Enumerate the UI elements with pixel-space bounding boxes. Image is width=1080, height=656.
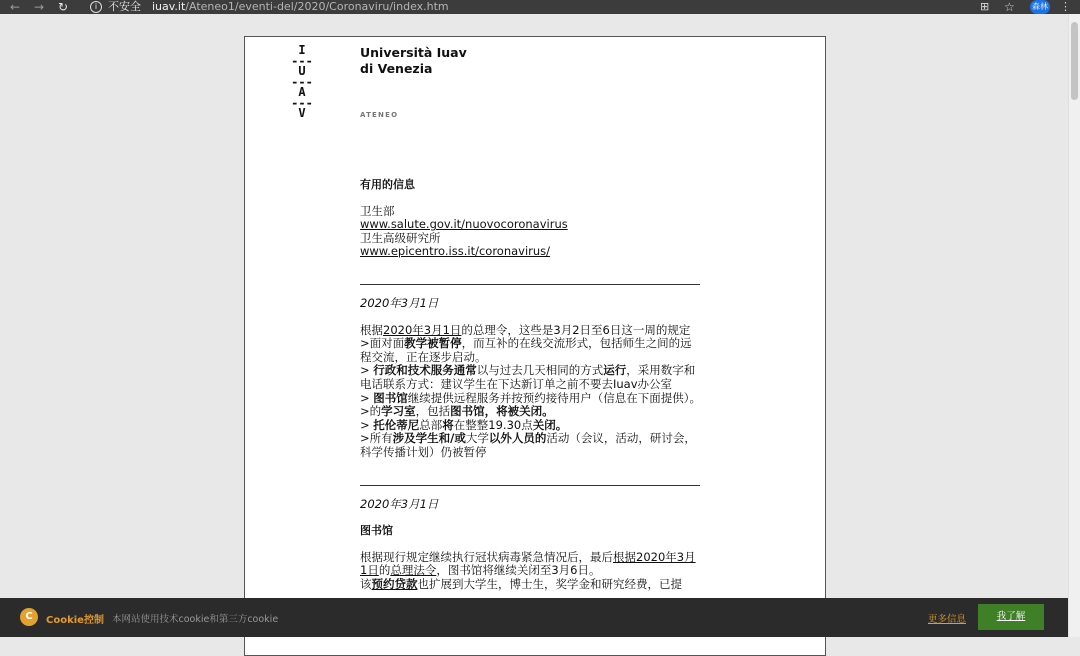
ministry-link[interactable]: www.salute.gov.it/nuovocoronavirus — [360, 217, 568, 232]
text: 行政和技术服务通常 — [373, 363, 477, 378]
logo-letter: V — [298, 106, 306, 120]
text: 关闭。 — [532, 417, 568, 432]
text: 总部 — [419, 417, 443, 432]
text: 运行 — [603, 363, 627, 378]
decree-link[interactable]: 根据2020年3月1日 — [360, 549, 696, 578]
bullet-teaching — [360, 337, 702, 364]
notice-intro — [360, 324, 702, 338]
text: 教学被暂停 — [404, 336, 462, 351]
text: 学习室 — [381, 404, 416, 419]
ministry-label: 卫生部 — [360, 203, 395, 218]
scrollbar[interactable] — [1068, 14, 1080, 637]
browser-toolbar — [0, 0, 1080, 14]
text: 图书馆 — [450, 404, 485, 419]
info-icon: i — [90, 1, 102, 13]
text: 以与过去几天相同的方式 — [476, 363, 604, 378]
university-name — [360, 45, 467, 77]
accept-cookie-button[interactable]: 我了解 — [978, 604, 1044, 630]
text: 以外人员的 — [488, 431, 547, 446]
menu-icon[interactable]: ⋮ — [1060, 0, 1071, 13]
url-path: /Ateneo1/eventi-del/2020/Coronaviru/index.htm — [185, 0, 449, 13]
back-icon[interactable]: ← — [10, 0, 21, 14]
logo-letter: U — [298, 64, 306, 78]
decree-link[interactable]: 总理法令 — [390, 563, 437, 578]
text: 将 — [442, 417, 454, 432]
logo-letter: A — [298, 85, 306, 99]
notice-date: 2020年3月1日 — [360, 295, 439, 310]
logo-dash: --- — [291, 95, 313, 110]
main-content — [360, 178, 702, 591]
university-line-1: Università Iuav — [360, 45, 467, 60]
text: >所有 — [360, 431, 393, 446]
cookie-title: Cookie控制 — [46, 615, 104, 626]
text: > — [360, 390, 374, 405]
bookmark-star-icon[interactable]: ☆ — [1004, 0, 1015, 14]
library-heading: 图书馆 — [360, 524, 393, 538]
text: >面对面 — [360, 336, 405, 351]
text: >的 — [360, 404, 382, 419]
institute-link[interactable]: www.epicentro.iss.it/coronavirus/ — [360, 244, 551, 259]
loan-paragraph — [360, 578, 702, 592]
cookie-banner — [0, 598, 1068, 637]
scrollbar-thumb[interactable] — [1071, 22, 1078, 100]
university-line-2: di Venezia — [360, 61, 433, 76]
text: > — [360, 417, 374, 432]
logo-dash: --- — [291, 74, 313, 89]
institute-label: 卫生高级研究所 — [360, 230, 441, 245]
section-label: ATENEO — [360, 111, 399, 119]
text: 该 — [360, 576, 372, 591]
text: 也扩展到大学生，博士生，奖学金和研究经费，已提 — [417, 576, 682, 591]
security-label: 不安全 — [108, 0, 141, 13]
text: 活动（会议，活动，研讨会，科学传播计划）仍被暂停 — [360, 431, 696, 459]
text: 的 — [378, 563, 391, 578]
text: 图书馆 — [373, 390, 408, 405]
text: 托伦蒂尼 — [373, 417, 420, 432]
bullet-tolentini — [360, 419, 702, 433]
text: 的总理令，这些是3月2日至6日这一周的规定 — [461, 322, 691, 337]
text: 大学 — [465, 431, 489, 446]
text: ，图书馆将继续关闭至3月6日。 — [436, 563, 601, 578]
bullet-study-rooms — [360, 405, 702, 419]
text: ，包括 — [415, 404, 451, 419]
logo-dash: --- — [291, 53, 313, 68]
address-bar[interactable] — [152, 0, 449, 14]
text: ，而互补的在线交流形式，包括师生之间的远程交流，正在逐步启动。 — [360, 336, 692, 364]
translate-icon[interactable]: ⊞ — [980, 0, 990, 13]
text: 在整整19.30点 — [453, 417, 533, 432]
text: 预约贷款 — [371, 576, 418, 591]
reload-icon[interactable]: ↻ — [58, 0, 69, 14]
cookie-text: 本网站使用技术cookie和第三方cookie — [112, 614, 279, 625]
text: 根据现行规定继续执行冠状病毒紧急情况后，最后 — [360, 549, 613, 564]
forward-icon[interactable]: → — [34, 0, 45, 14]
iuav-logo — [290, 45, 314, 119]
useful-info-heading: 有用的信息 — [360, 178, 415, 191]
notice-date: 2020年3月1日 — [360, 496, 439, 511]
bullet-library — [360, 392, 702, 406]
more-info-link[interactable]: 更多信息 — [928, 614, 967, 625]
text: ，采用数字和电话联系方式：建议学生在下达新订单之前不要去Iuav办公室 — [360, 363, 696, 391]
text: 继续提供远程服务并按预约接待用户（信息在下面提供）。 — [407, 390, 702, 405]
url-domain: iuav.it — [152, 0, 186, 13]
logo-letter: I — [298, 43, 306, 57]
text: 根据 — [360, 322, 383, 337]
text: ，将被关闭。 — [484, 404, 554, 419]
bullet-services — [360, 364, 702, 391]
text: > — [360, 363, 374, 378]
library-paragraph — [360, 551, 702, 578]
text: 涉及学生和/或 — [392, 431, 466, 446]
cookie-icon: C — [20, 608, 38, 626]
decree-link[interactable]: 2020年3月1日 — [383, 322, 462, 337]
security-indicator[interactable] — [90, 0, 141, 14]
bullet-activities — [360, 432, 702, 459]
profile-avatar[interactable]: 森林 — [1030, 0, 1050, 14]
